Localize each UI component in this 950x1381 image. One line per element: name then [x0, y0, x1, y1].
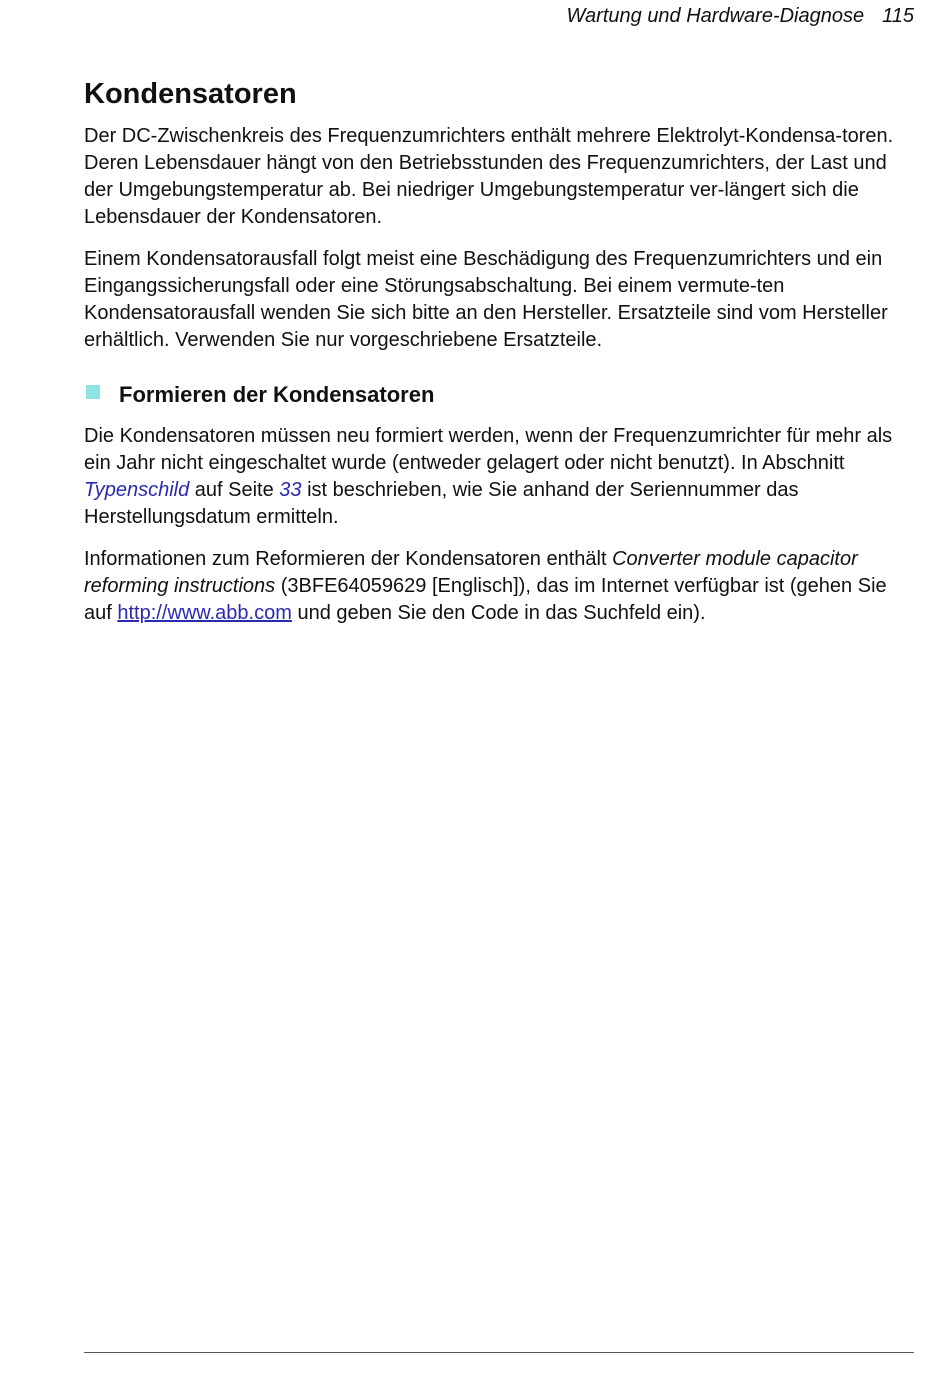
abb-website-link[interactable]: http://www.abb.com: [117, 602, 292, 624]
p2-text-c: und geben Sie den Code in das Suchfeld ein).: [291, 602, 706, 624]
p2-text-b: (3BFE64059629 [Englisch]), das im Internet verfügbar ist (gehen Sie auf: [84, 575, 887, 624]
page-number: 115: [882, 5, 914, 27]
p2-text-a: Informationen zum Reformieren der Kondensatoren enthält: [84, 548, 613, 570]
section-paragraph-1: Der DC-Zwischenkreis des Frequenzumrichters enthält mehrere Elektrolyt-Kondensa-toren. Deren Lebensdauer hängt von den Betriebsstunden des Frequenzumrichters, der Last und der Umgebungstemperatur ab. Bei niedriger Umgebungstemperatur ver-längert sich die Lebensdauer der Kondensatoren.: [84, 125, 894, 228]
square-bullet-icon: [86, 385, 100, 399]
page-33-cross-reference-link[interactable]: 33: [279, 479, 302, 501]
page-content: [84, 74, 912, 642]
footer-rule: [84, 1352, 914, 1353]
section-title: Kondensatoren: [84, 78, 297, 110]
subsection-title: Formieren der Kondensatoren: [119, 382, 435, 407]
running-header: [567, 4, 914, 28]
subsection-paragraph-1: [84, 423, 912, 531]
typenschild-cross-reference-link[interactable]: Typenschild: [84, 479, 190, 501]
section-paragraph-2: Einem Kondensatorausfall folgt meist eine Beschädigung des Frequenzumrichters und ein Eingangssicherungsfall oder eine Störungsabschaltung. Bei einem vermute-ten Kondensatorausfall wenden Sie sich bitte an den Hersteller. Ersatzteile sind vom Hersteller erhältlich. Verwenden Sie nur vorgeschriebene Ersatzteile.: [84, 248, 888, 351]
p1-text-c: ist beschrieben, wie Sie anhand der Seriennummer das Herstellungsdatum ermitteln.: [84, 479, 799, 528]
chapter-title: Wartung und Hardware-Diagnose: [566, 5, 865, 27]
subsection-heading: [84, 380, 912, 410]
p1-text-a: Die Kondensatoren müssen neu formiert werden, wenn der Frequenzumrichter für mehr als ein Jahr nicht eingeschaltet wurde (entweder gelagert oder nicht benutzt). In Abschnitt: [84, 425, 893, 474]
subsection-paragraph-2: [84, 546, 912, 627]
p1-text-b: auf Seite: [189, 479, 280, 501]
referenced-document-title: Converter module capacitor reforming instructions: [84, 548, 858, 597]
